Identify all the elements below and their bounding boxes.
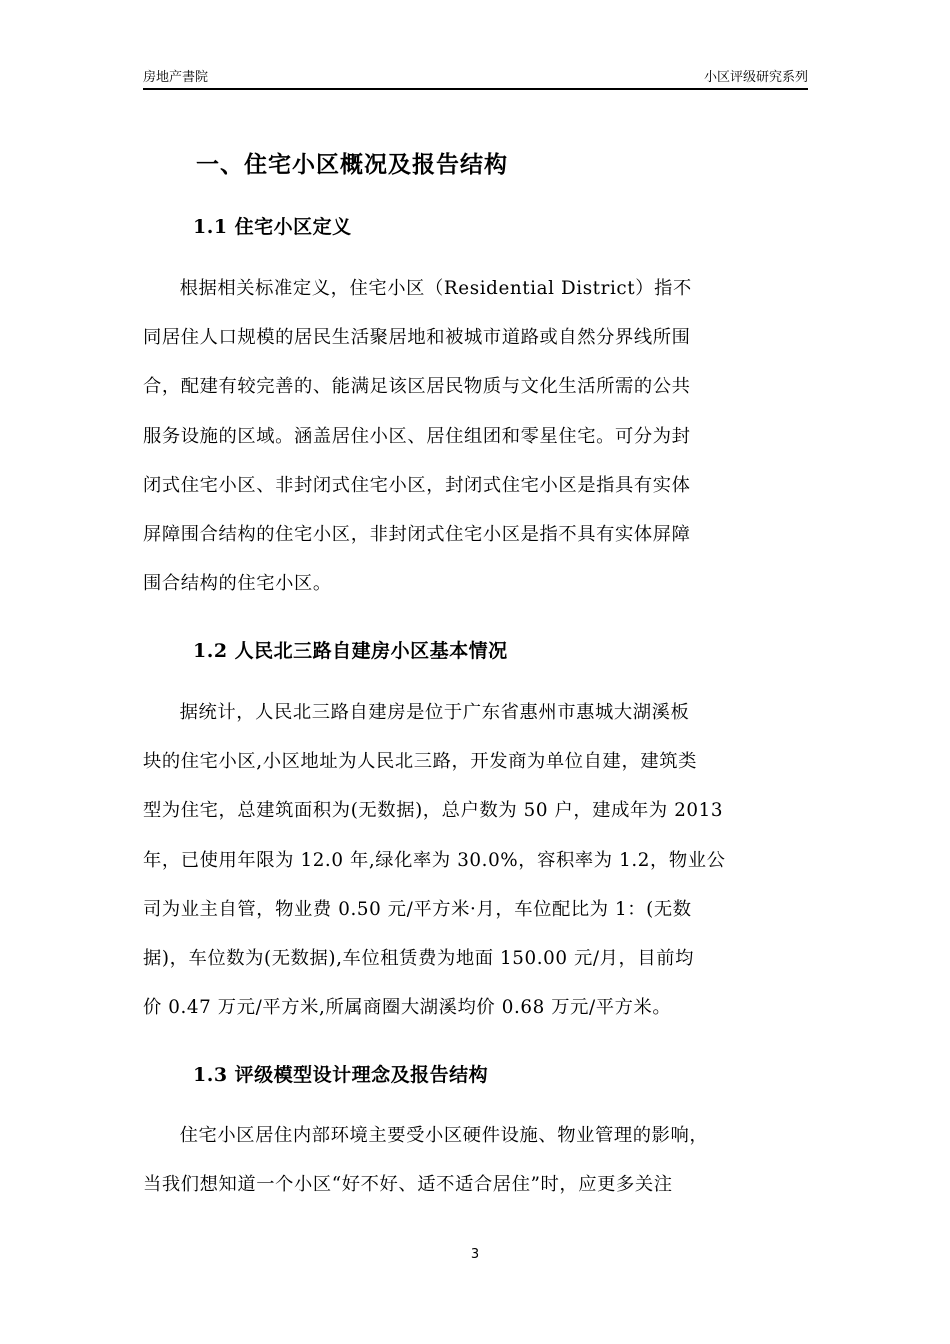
header-series-title: 小区评级研究系列 — [703, 70, 808, 85]
header-publisher: 房地产書院 — [143, 70, 209, 85]
text-line: 同居住人口规模的居民生活聚居地和被城市道路或自然分界线所围 — [143, 327, 691, 349]
section-heading-1-1: 1.1 住宅小区定义 — [193, 216, 352, 238]
text-line: 围合结构的住宅小区。 — [143, 573, 332, 595]
text-line: 屏障围合结构的住宅小区，非封闭式住宅小区是指不具有实体屏障 — [143, 524, 691, 546]
section-1-1-paragraph — [143, 264, 813, 608]
text-line: 当我们想知道一个小区“好不好、适不适合居住”时，应更多关注 — [143, 1174, 673, 1196]
text-line: 价 0.47 万元/平方米,所属商圈大湖溪均价 0.68 万元/平方米。 — [143, 997, 672, 1019]
section-1-3-paragraph — [143, 1111, 813, 1209]
text-line: 住宅小区居住内部环境主要受小区硬件设施、物业管理的影响， — [179, 1125, 709, 1146]
text-line: 型为住宅，总建筑面积为(无数据)，总户数为 50 户，建成年为 2013 — [143, 800, 724, 822]
page-number: 3 — [470, 1247, 480, 1262]
section-1-2-paragraph — [143, 688, 813, 1032]
text-line: 服务设施的区域。涵盖居住小区、居住组团和零星住宅。可分为封 — [143, 425, 691, 447]
page-header — [143, 66, 808, 90]
section-heading-1-3: 1.3 评级模型设计理念及报告结构 — [193, 1064, 489, 1086]
chapter-title: 一、住宅小区概况及报告结构 — [196, 151, 508, 178]
text-line: 据统计，人民北三路自建房是位于广东省惠州市惠城大湖溪板 — [179, 702, 690, 723]
section-heading-1-2: 1.2 人民北三路自建房小区基本情况 — [193, 640, 508, 662]
text-line: 根据相关标准定义，住宅小区（Residential District）指不 — [179, 278, 692, 299]
text-line: 司为业主自管，物业费 0.50 元/平方米·月，车位配比为 1：(无数 — [143, 898, 692, 920]
text-line: 据)，车位数为(无数据),车位租赁费为地面 150.00 元/月，目前均 — [143, 948, 695, 970]
text-line: 合，配建有较完善的、能满足该区居民物质与文化生活所需的公共 — [143, 376, 691, 398]
text-line: 块的住宅小区,小区地址为人民北三路，开发商为单位自建，建筑类 — [143, 751, 697, 773]
text-line: 闭式住宅小区、非封闭式住宅小区，封闭式住宅小区是指具有实体 — [143, 474, 691, 496]
text-line: 年，已使用年限为 12.0 年,绿化率为 30.0%，容积率为 1.2，物业公 — [143, 849, 726, 871]
